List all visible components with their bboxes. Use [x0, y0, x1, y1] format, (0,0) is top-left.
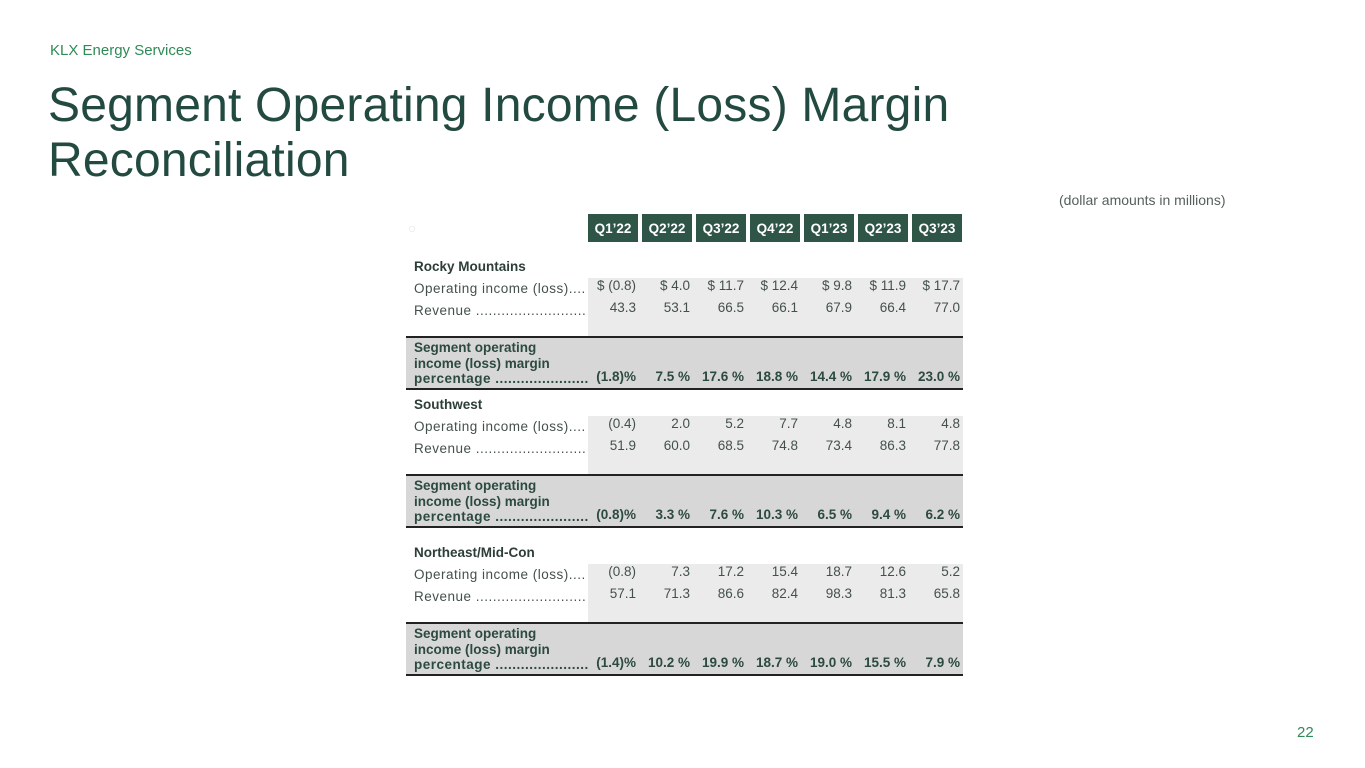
- table-cell: (1.4)%: [596, 655, 636, 670]
- table-cell: $ 4.0: [659, 278, 690, 293]
- revenue-row: [406, 300, 963, 322]
- table-cell: 7.5 %: [655, 369, 690, 384]
- section-southwest: [406, 394, 963, 528]
- table-cell: 77.0: [933, 300, 960, 315]
- section-northeast-mid-con: [406, 542, 963, 676]
- row-label: Segment operating income (loss) margin percentage ......................: [414, 478, 589, 524]
- table-cell: $ 12.4: [760, 278, 798, 293]
- units-note: (dollar amounts in millions): [1059, 192, 1226, 208]
- table-cell: 60.0: [663, 438, 690, 453]
- table-cell: 82.4: [771, 586, 798, 601]
- section-heading: Northeast/Mid-Con: [414, 545, 535, 560]
- table-cell: 7.9 %: [925, 655, 960, 670]
- table-cell: 19.9 %: [701, 655, 744, 670]
- column-header: Q3’22: [696, 214, 746, 242]
- table-cell: 6.5 %: [817, 507, 852, 522]
- table-cell: (0.4): [608, 416, 636, 431]
- operating-income-row: [406, 416, 963, 438]
- table-cell: 66.5: [717, 300, 744, 315]
- section-heading-row: [406, 256, 963, 278]
- table-cell: 67.9: [825, 300, 852, 315]
- company-name: KLX Energy Services: [50, 42, 192, 59]
- table-cell: 6.2 %: [925, 507, 960, 522]
- table-cell: $ 11.9: [869, 278, 906, 293]
- page-title: [48, 78, 1028, 188]
- table-cell: 65.8: [933, 586, 960, 601]
- table-cell: $ 17.7: [922, 278, 960, 293]
- table-cell: 43.3: [609, 300, 636, 315]
- table-cell: 17.2: [717, 564, 744, 579]
- table-cell: 53.1: [663, 300, 690, 315]
- table-cell: 17.9 %: [863, 369, 906, 384]
- section-rocky-mountains: [406, 256, 963, 390]
- table-cell: 5.2: [941, 564, 960, 579]
- row-label: Revenue ..........................: [414, 303, 587, 318]
- table-cell: 7.6 %: [709, 507, 744, 522]
- row-label: Revenue ..........................: [414, 441, 587, 456]
- table-cell: 4.8: [833, 416, 852, 431]
- row-label: Segment operating income (loss) margin percentage ......................: [414, 340, 589, 386]
- column-header: Q1’23: [804, 214, 854, 242]
- table-cell: 7.3: [671, 564, 690, 579]
- column-header: Q4’22: [750, 214, 800, 242]
- table-cell: 9.4 %: [871, 507, 906, 522]
- table-cell: (0.8)%: [596, 507, 636, 522]
- table-cell: 4.8: [941, 416, 960, 431]
- column-header: Q1’22: [588, 214, 638, 242]
- title-line-2: Reconciliation: [48, 134, 350, 187]
- table-cell: 74.8: [771, 438, 798, 453]
- table-cell: $ 11.7: [707, 278, 744, 293]
- table-cell: $ (0.8): [596, 278, 636, 293]
- table-cell: 73.4: [825, 438, 852, 453]
- table-cell: 66.4: [879, 300, 906, 315]
- row-label: Operating income (loss)....: [414, 281, 586, 296]
- table-cell: 57.1: [609, 586, 636, 601]
- table-cell: 18.7: [825, 564, 852, 579]
- operating-income-row: [406, 564, 963, 586]
- table-cell: 51.9: [609, 438, 636, 453]
- table-cell: (1.8)%: [596, 369, 636, 384]
- table-cell: 23.0 %: [917, 369, 960, 384]
- table-cell: $ 9.8: [821, 278, 852, 293]
- table-cell: 14.4 %: [809, 369, 852, 384]
- table-cell: 10.3 %: [755, 507, 798, 522]
- table-cell: 17.6 %: [701, 369, 744, 384]
- revenue-row: [406, 438, 963, 460]
- table-cell: 86.6: [717, 586, 744, 601]
- table-cell: 3.3 %: [655, 507, 690, 522]
- operating-income-row: [406, 278, 963, 300]
- table-cell: 71.3: [663, 586, 690, 601]
- table-cell: 98.3: [825, 586, 852, 601]
- row-label: Operating income (loss)....: [414, 567, 586, 582]
- table-cell: 5.2: [725, 416, 744, 431]
- row-label: Segment operating income (loss) margin percentage ......................: [414, 626, 589, 672]
- table-cell: 2.0: [671, 416, 690, 431]
- table-cell: 7.7: [779, 416, 798, 431]
- margin-percentage-row: [406, 622, 963, 676]
- section-heading: Rocky Mountains: [414, 259, 526, 274]
- table-header-row: [406, 214, 963, 242]
- table-cell: 18.7 %: [755, 655, 798, 670]
- table-cell: 86.3: [879, 438, 906, 453]
- table-cell: 8.1: [887, 416, 906, 431]
- column-header: Q2’22: [642, 214, 692, 242]
- table-cell: 68.5: [717, 438, 744, 453]
- column-header: Q3’23: [912, 214, 962, 242]
- margin-percentage-row: [406, 336, 963, 390]
- corner-icon: ○: [408, 220, 417, 236]
- financial-table: [406, 214, 963, 676]
- table-cell: 66.1: [771, 300, 798, 315]
- table-cell: 81.3: [879, 586, 906, 601]
- column-header: Q2’23: [858, 214, 908, 242]
- page-number: 22: [1297, 724, 1314, 741]
- margin-percentage-row: [406, 474, 963, 528]
- row-label: Revenue ..........................: [414, 589, 587, 604]
- section-heading-row: [406, 394, 963, 416]
- table-cell: 10.2 %: [647, 655, 690, 670]
- row-label: Operating income (loss)....: [414, 419, 586, 434]
- table-cell: 15.4: [771, 564, 798, 579]
- table-cell: 12.6: [879, 564, 906, 579]
- section-heading-row: [406, 542, 963, 564]
- table-cell: (0.8): [608, 564, 636, 579]
- table-cell: 19.0 %: [809, 655, 852, 670]
- section-heading: Southwest: [414, 397, 483, 412]
- table-cell: 15.5 %: [863, 655, 906, 670]
- table-cell: 18.8 %: [755, 369, 798, 384]
- revenue-row: [406, 586, 963, 608]
- table-cell: 77.8: [933, 438, 960, 453]
- title-line-1: Segment Operating Income (Loss) Margin: [48, 79, 950, 132]
